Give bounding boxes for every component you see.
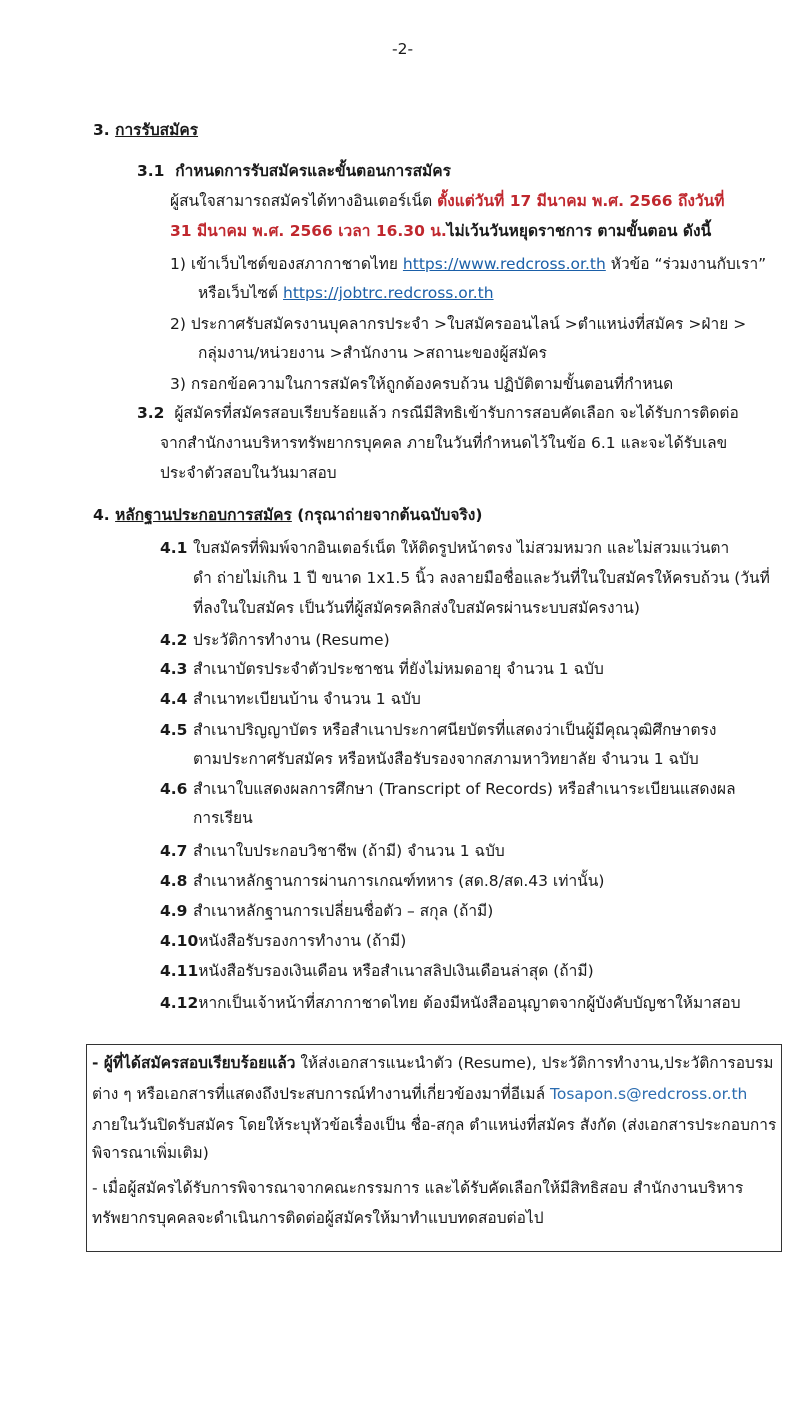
section-number: 3.2 [137, 404, 165, 422]
item-number: 4.3 [160, 660, 188, 678]
section-3-1-heading [137, 160, 451, 182]
item-text: สำเนาบัตรประจำตัวประชาชน ที่ยังไม่หมดอายุ จำนวน 1 ฉบับ [193, 660, 604, 678]
item-number: 4.10 [160, 932, 199, 950]
item-text: หากเป็นเจ้าหน้าที่สภากาชาดไทย ต้องมีหนังสืออนุญาตจากผู้บังคับบัญชาให้มาสอบ [198, 994, 741, 1012]
redcross-link[interactable]: https://www.redcross.or.th [402, 255, 606, 273]
step-3: 3) กรอกข้อความในการสมัครให้ถูกต้องครบถ้วน ปฏิบัติตามขั้นตอนที่กำหนด [170, 375, 674, 393]
notice-text: ต่าง ๆ หรือเอกสารที่แสดงถึงประสบการณ์ทำงานที่เกี่ยวข้องมาที่อีเมล์ [92, 1085, 551, 1103]
step-2-cont: กลุ่มงาน/หน่วยงาน >สำนักงาน >สถานะของผู้สมัคร [198, 344, 547, 362]
section-title: การรับสมัคร [115, 121, 199, 139]
notice-line-1 [92, 1052, 773, 1074]
item-number: 4.5 [160, 721, 188, 739]
notice-line-4: พิจารณาเพิ่มเติม) [92, 1144, 209, 1162]
item-text: สำเนาทะเบียนบ้าน จำนวน 1 ฉบับ [193, 690, 421, 708]
intro-tail: ไม่เว้นวันหยุดราชการ ตามขั้นตอน ดังนี้ [446, 222, 712, 240]
notice-line-3: ภายในวันปิดรับสมัคร โดยให้ระบุหัวข้อเรื่องเป็น ชื่อ-สกุล ตำแหน่งที่สมัคร สังกัด (ส่งเอกสารประกอบการ [92, 1116, 777, 1134]
section-title: กำหนดการรับสมัครและขั้นตอนการสมัคร [175, 162, 451, 180]
list-item [160, 870, 604, 892]
section-3-2 [137, 402, 739, 424]
section-3-2-line-3: ประจำตัวสอบในวันมาสอบ [160, 464, 337, 482]
list-item [160, 658, 604, 680]
item-number: 4.1 [160, 539, 188, 557]
item-text: ใบสมัครที่พิมพ์จากอินเตอร์เน็ต ให้ติดรูปหน้าตรง ไม่สวมหมวก และไม่สวมแว่นตา [193, 539, 730, 557]
item-number: 4.7 [160, 842, 188, 860]
section-number: 3. [93, 121, 110, 139]
item-text: หนังสือรับรองเงินเดือน หรือสำเนาสลิปเงินเดือนล่าสุด (ถ้ามี) [198, 962, 594, 980]
item-text: สำเนาปริญญาบัตร หรือสำเนาประกาศนียบัตรที่แสดงว่าเป็นผู้มีคุณวุฒิศึกษาตรง [193, 721, 717, 739]
deadline-highlight: 31 มีนาคม พ.ศ. 2566 เวลา 16.30 น. [170, 222, 447, 240]
list-item [160, 629, 390, 651]
step-text: หัวข้อ “ร่วมงานกับเรา” [605, 255, 767, 273]
list-item-continuation: การเรียน [193, 809, 253, 827]
notice-line-2 [92, 1083, 747, 1105]
notice-text: ให้ส่งเอกสารแนะนำตัว (Resume), ประวัติการทำงาน,ประวัติการอบรม [295, 1054, 774, 1072]
step-2: 2) ประกาศรับสมัครงานบุคลากรประจำ >ใบสมัครออนไลน์ >ตำแหน่งที่สมัคร >ฝ่าย > [170, 315, 747, 333]
jobtrc-link[interactable]: https://jobtrc.redcross.or.th [283, 284, 494, 302]
list-item [160, 960, 594, 982]
section-subtitle: (กรุณาถ่ายจากต้นฉบับจริง) [291, 506, 483, 524]
item-number: 4.9 [160, 902, 188, 920]
notice-bold: - ผู้ที่ได้สมัครสอบเรียบร้อยแล้ว [92, 1054, 296, 1072]
item-number: 4.12 [160, 994, 199, 1012]
notice-line-6: ทรัพยากรบุคคลจะดำเนินการติดต่อผู้สมัครให้มาทำแบบทดสอบต่อไป [92, 1209, 544, 1227]
list-item-continuation: ที่ลงในใบสมัคร เป็นวันที่ผู้สมัครคลิกส่งใบสมัครผ่านระบบสมัครงาน) [193, 599, 640, 617]
step-1-cont [198, 282, 494, 304]
list-item [160, 688, 421, 710]
list-item [160, 840, 505, 862]
section-number: 4. [93, 506, 110, 524]
step-text: 1) เข้าเว็บไซต์ของสภากาชาดไทย [170, 255, 403, 273]
notice-line-5: - เมื่อผู้สมัครได้รับการพิจารณาจากคณะกรรมการ และได้รับคัดเลือกให้มีสิทธิสอบ สำนักงานบริหาร [92, 1179, 744, 1197]
list-item [160, 719, 716, 741]
list-item-continuation: ตามประกาศรับสมัคร หรือหนังสือรับรองจากสภามหาวิทยาลัย จำนวน 1 ฉบับ [193, 750, 699, 768]
item-text: สำเนาหลักฐานการผ่านการเกณฑ์ทหาร (สด.8/สด.43 เท่านั้น) [193, 872, 605, 890]
item-text: สำเนาใบประกอบวิชาชีพ (ถ้ามี) จำนวน 1 ฉบับ [193, 842, 505, 860]
list-item [160, 992, 741, 1014]
intro-line-2 [170, 220, 711, 242]
page-number: -2- [392, 40, 414, 58]
item-number: 4.2 [160, 631, 188, 649]
email-link[interactable]: Tosapon.s@redcross.or.th [550, 1085, 748, 1103]
section-3-heading [93, 119, 198, 141]
list-item [160, 537, 729, 559]
item-text: สำเนาหลักฐานการเปลี่ยนชื่อตัว – สกุล (ถ้ามี) [193, 902, 494, 920]
item-text: สำเนาใบแสดงผลการศึกษา (Transcript of Records) หรือสำเนาระเบียนแสดงผล [193, 780, 736, 798]
section-number: 3.1 [137, 162, 165, 180]
section-4-heading [93, 504, 482, 526]
date-range-highlight: ตั้งแต่วันที่ 17 มีนาคม พ.ศ. 2566 ถึงวันที่ [437, 192, 725, 210]
item-text: หนังสือรับรองการทำงาน (ถ้ามี) [198, 932, 407, 950]
item-number: 4.8 [160, 872, 188, 890]
section-title: หลักฐานประกอบการสมัคร [115, 506, 292, 524]
item-number: 4.6 [160, 780, 188, 798]
list-item [160, 778, 736, 800]
list-item [160, 900, 493, 922]
item-text: ประวัติการทำงาน (Resume) [193, 631, 390, 649]
list-item [160, 930, 406, 952]
step-1 [170, 253, 766, 275]
list-item-continuation: ดำ ถ่ายไม่เกิน 1 ปี ขนาด 1x1.5 นิ้ว ลงลายมือชื่อและวันที่ในใบสมัครให้ครบถ้วน (วันที่ [193, 569, 770, 587]
item-number: 4.11 [160, 962, 199, 980]
paragraph-line: ผู้สมัครที่สมัครสอบเรียบร้อยแล้ว กรณีมีสิทธิเข้ารับการสอบคัดเลือก จะได้รับการติดต่อ [174, 404, 739, 422]
intro-line-1 [170, 190, 724, 212]
intro-text: ผู้สนใจสามารถสมัครได้ทางอินเตอร์เน็ต [170, 192, 438, 210]
section-3-2-line-2: จากสำนักงานบริหารทรัพยากรบุคคล ภายในวันที่กำหนดไว้ในข้อ 6.1 และจะได้รับเลข [160, 434, 728, 452]
item-number: 4.4 [160, 690, 188, 708]
step-text: หรือเว็บไซต์ [198, 284, 284, 302]
